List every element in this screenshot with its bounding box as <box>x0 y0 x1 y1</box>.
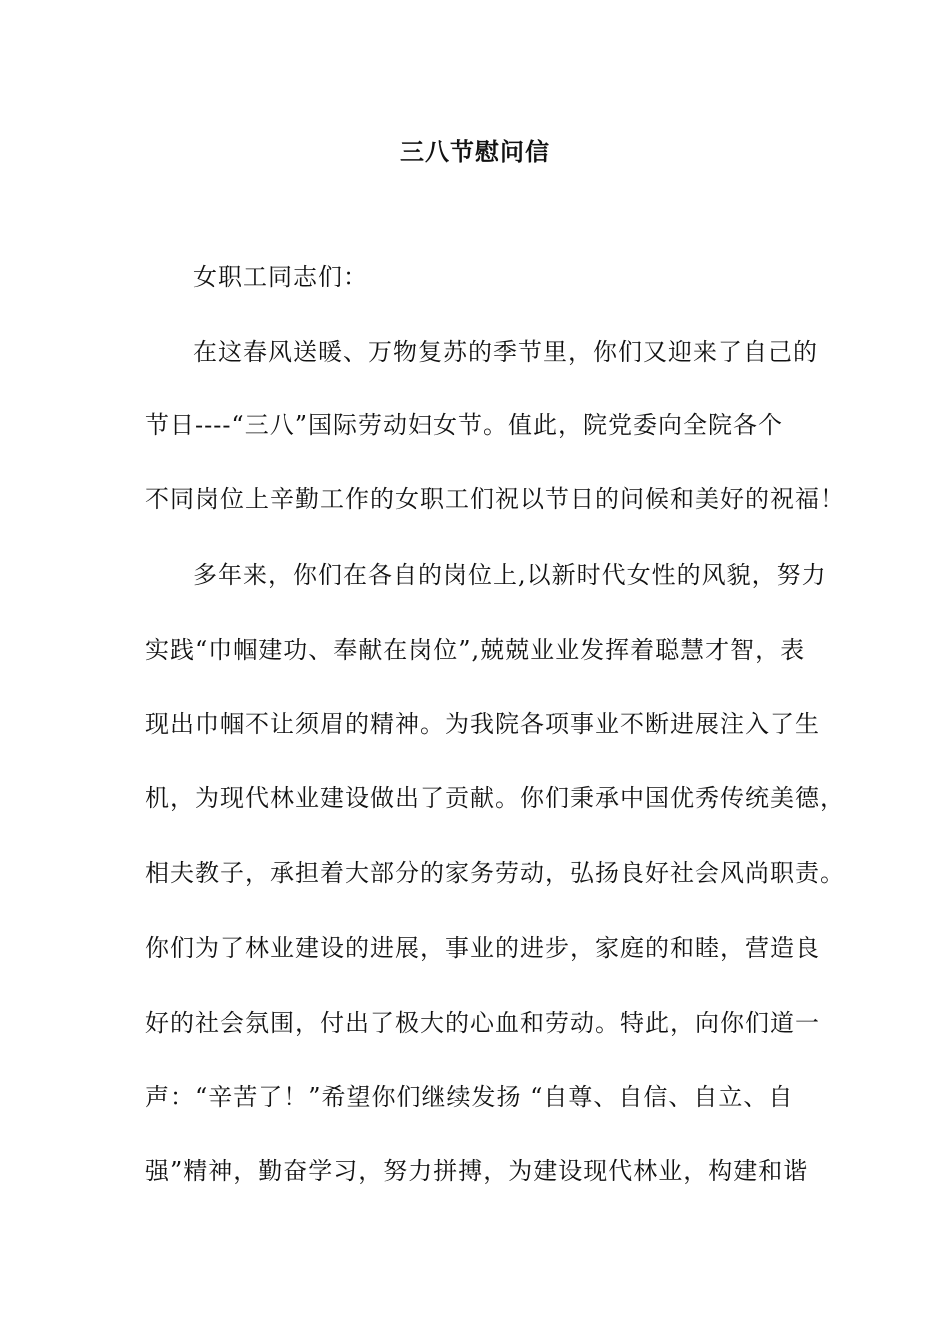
text-line: 强”精神，勤奋学习，努力拼搏，为建设现代林业，构建和谐 <box>145 1157 809 1185</box>
text-line: 在这春风送暖、万物复苏的季节里，你们又迎来了自己的 <box>193 338 818 366</box>
text-line: 实践“巾帼建功、奉献在岗位”,兢兢业业发挥着聪慧才智，表 <box>145 636 806 664</box>
text-line: 现出巾帼不让须眉的精神。为我院各项事业不断进展注入了生 <box>145 710 820 738</box>
text-line: 多年来，你们在各自的岗位上,以新时代女性的风貌，努力 <box>193 561 827 589</box>
text-line: 声：“辛苦了！”希望你们继续发扬 “自尊、自信、自立、自 <box>145 1083 794 1111</box>
text-line: 你们为了林业建设的进展，事业的进步，家庭的和睦，营造良 <box>145 934 820 962</box>
text-line: 相夫教子，承担着大部分的家务劳动，弘扬良好社会风尚职责。 <box>145 859 845 887</box>
text-line: 好的社会氛围，付出了极大的心血和劳动。特此，向你们道一 <box>145 1009 820 1037</box>
text-line: 节日----“三八”国际劳动妇女节。值此，院党委向全院各个 <box>145 411 783 439</box>
text-line: 不同岗位上辛勤工作的女职工们祝以节日的问候和美好的祝福！ <box>145 485 845 513</box>
salutation: 女职工同志们： <box>193 263 368 291</box>
text-line: 机，为现代林业建设做出了贡献。你们秉承中国优秀传统美德， <box>145 784 845 812</box>
letter-title: 三八节慰问信 <box>400 138 550 166</box>
